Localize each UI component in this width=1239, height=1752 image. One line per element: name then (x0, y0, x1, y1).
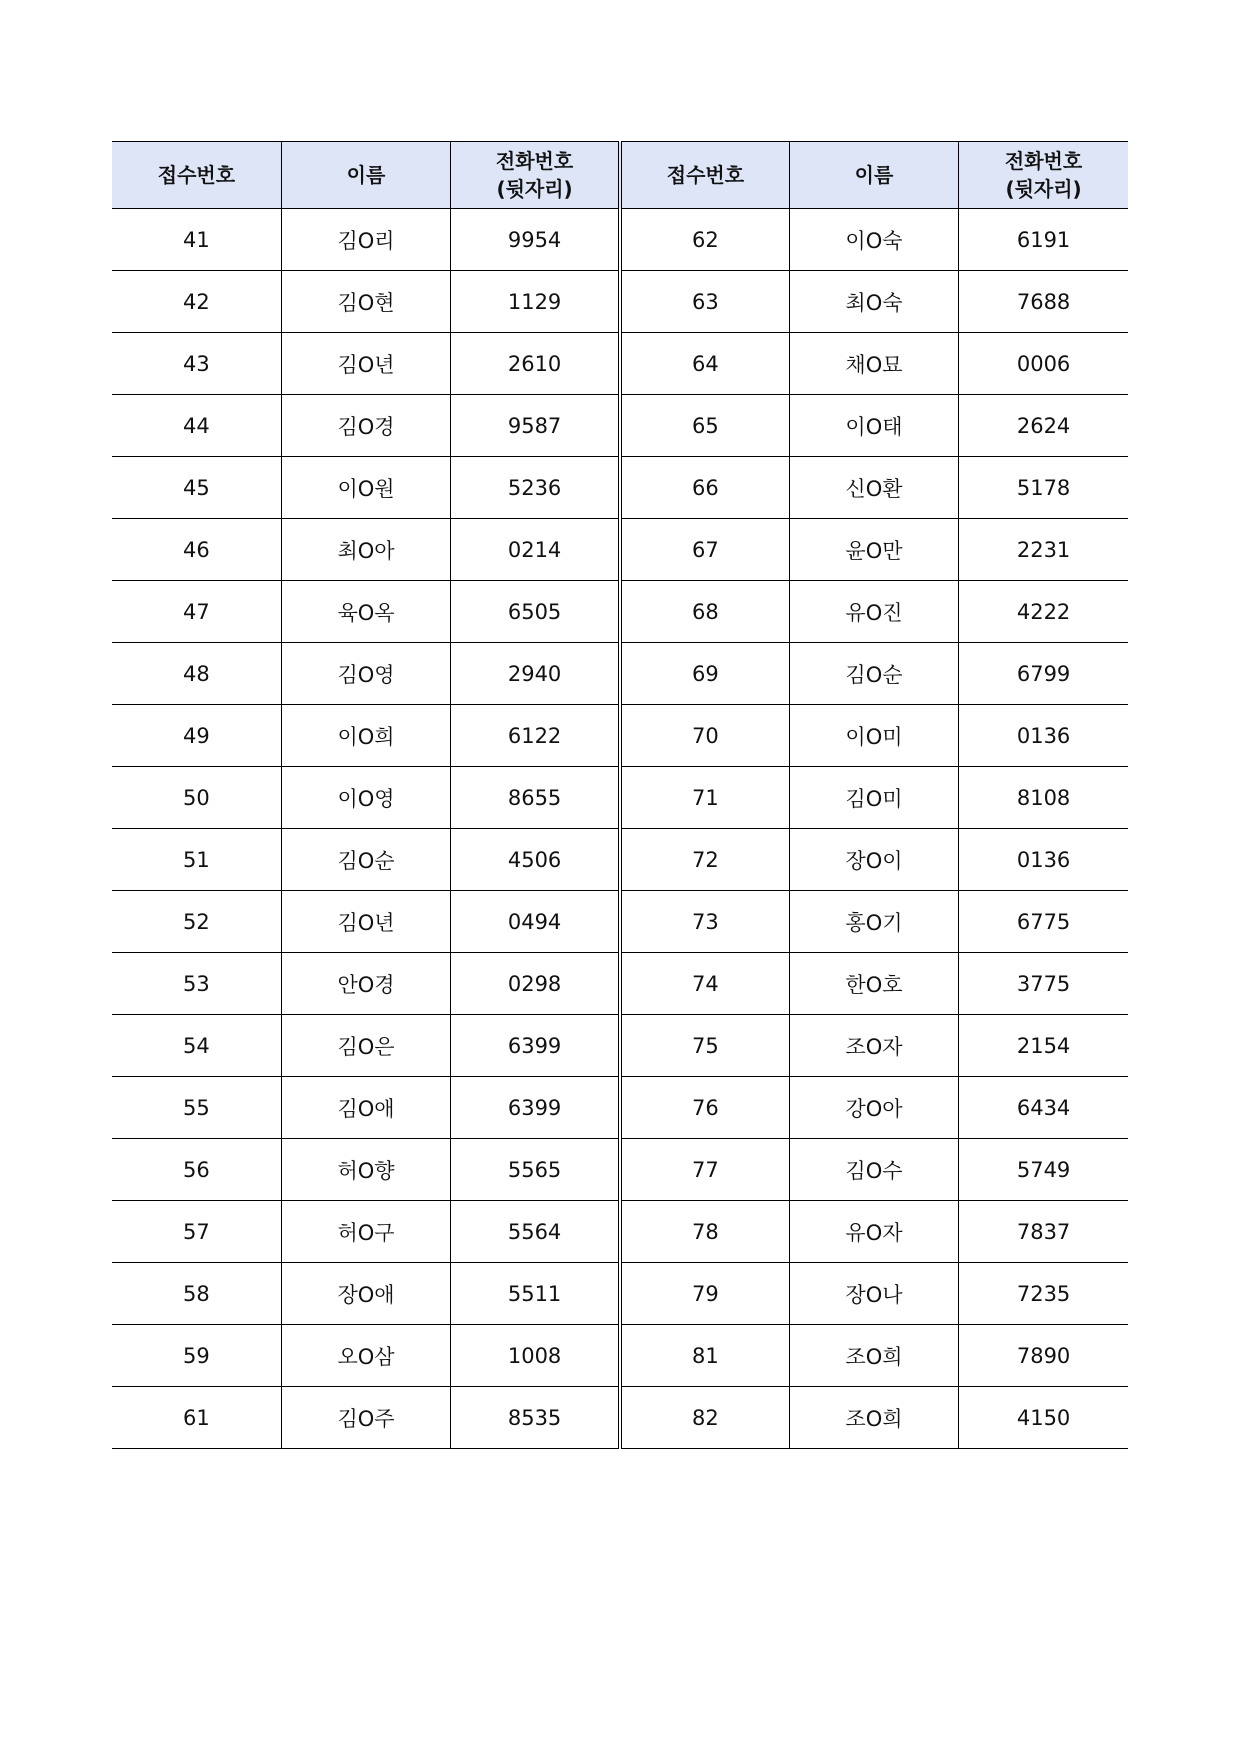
table-row (112, 457, 1128, 519)
receipt-no-cell: 64 (620, 333, 789, 395)
name-cell: 이O희 (281, 705, 450, 767)
name-cell: 김O순 (789, 643, 958, 705)
receipt-no-cell: 44 (112, 395, 281, 457)
receipt-no-cell: 45 (112, 457, 281, 519)
phone-cell: 6775 (959, 891, 1128, 953)
receipt-no-cell: 48 (112, 643, 281, 705)
name-cell: 장O애 (281, 1263, 450, 1325)
name-cell: 이O숙 (789, 209, 958, 271)
receipt-no-cell: 69 (620, 643, 789, 705)
table-row (112, 829, 1128, 891)
name-cell: 이O영 (281, 767, 450, 829)
phone-cell: 0006 (959, 333, 1128, 395)
name-cell: 최O아 (281, 519, 450, 581)
name-cell: 조O희 (789, 1325, 958, 1387)
name-cell: 김O순 (281, 829, 450, 891)
name-cell: 김O주 (281, 1387, 450, 1449)
receipt-no-cell: 50 (112, 767, 281, 829)
receipt-no-cell: 76 (620, 1077, 789, 1139)
receipt-no-cell: 74 (620, 953, 789, 1015)
receipt-no-cell: 58 (112, 1263, 281, 1325)
phone-cell: 0298 (451, 953, 620, 1015)
receipt-no-cell: 68 (620, 581, 789, 643)
phone-cell: 5236 (451, 457, 620, 519)
phone-cell: 6505 (451, 581, 620, 643)
receipt-no-cell: 52 (112, 891, 281, 953)
table-row (112, 333, 1128, 395)
header-phone-line2: (뒷자리) (496, 177, 573, 201)
receipt-no-cell: 77 (620, 1139, 789, 1201)
phone-cell: 8535 (451, 1387, 620, 1449)
receipt-no-cell: 75 (620, 1015, 789, 1077)
header-receipt-no-left: 접수번호 (112, 142, 281, 209)
name-cell: 김O미 (789, 767, 958, 829)
phone-cell: 0136 (959, 829, 1128, 891)
phone-cell: 6799 (959, 643, 1128, 705)
phone-cell: 4150 (959, 1387, 1128, 1449)
phone-cell: 7235 (959, 1263, 1128, 1325)
receipt-no-cell: 70 (620, 705, 789, 767)
header-name-left: 이름 (281, 142, 450, 209)
name-cell: 유O자 (789, 1201, 958, 1263)
name-cell: 허O구 (281, 1201, 450, 1263)
receipt-no-cell: 82 (620, 1387, 789, 1449)
phone-cell: 0494 (451, 891, 620, 953)
name-cell: 이O태 (789, 395, 958, 457)
receipt-no-cell: 79 (620, 1263, 789, 1325)
receipt-no-cell: 63 (620, 271, 789, 333)
table-row (112, 643, 1128, 705)
receipt-no-cell: 47 (112, 581, 281, 643)
header-phone-line1: 전화번호 (495, 149, 574, 173)
receipt-no-cell: 46 (112, 519, 281, 581)
name-cell: 김O은 (281, 1015, 450, 1077)
header-phone-left (451, 142, 620, 209)
receipt-no-cell: 53 (112, 953, 281, 1015)
name-cell: 김O리 (281, 209, 450, 271)
applicant-table (112, 141, 1128, 1449)
phone-cell: 0136 (959, 705, 1128, 767)
name-cell: 조O희 (789, 1387, 958, 1449)
receipt-no-cell: 78 (620, 1201, 789, 1263)
name-cell: 홍O기 (789, 891, 958, 953)
receipt-no-cell: 59 (112, 1325, 281, 1387)
name-cell: 최O숙 (789, 271, 958, 333)
name-cell: 김O현 (281, 271, 450, 333)
receipt-no-cell: 51 (112, 829, 281, 891)
phone-cell: 5564 (451, 1201, 620, 1263)
phone-cell: 3775 (959, 953, 1128, 1015)
phone-cell: 6434 (959, 1077, 1128, 1139)
phone-cell: 4222 (959, 581, 1128, 643)
receipt-no-cell: 55 (112, 1077, 281, 1139)
name-cell: 한O호 (789, 953, 958, 1015)
phone-cell: 6122 (451, 705, 620, 767)
table-row (112, 519, 1128, 581)
phone-cell: 4506 (451, 829, 620, 891)
receipt-no-cell: 41 (112, 209, 281, 271)
name-cell: 김O년 (281, 891, 450, 953)
phone-cell: 2154 (959, 1015, 1128, 1077)
phone-cell: 9587 (451, 395, 620, 457)
phone-cell: 2624 (959, 395, 1128, 457)
table-row (112, 1201, 1128, 1263)
table-row (112, 1015, 1128, 1077)
name-cell: 허O향 (281, 1139, 450, 1201)
phone-cell: 8108 (959, 767, 1128, 829)
table-body (112, 209, 1128, 1449)
phone-cell: 5178 (959, 457, 1128, 519)
name-cell: 장O이 (789, 829, 958, 891)
name-cell: 이O원 (281, 457, 450, 519)
receipt-no-cell: 71 (620, 767, 789, 829)
receipt-no-cell: 81 (620, 1325, 789, 1387)
receipt-no-cell: 73 (620, 891, 789, 953)
receipt-no-cell: 62 (620, 209, 789, 271)
table-row (112, 1325, 1128, 1387)
name-cell: 오O삼 (281, 1325, 450, 1387)
header-name-right: 이름 (789, 142, 958, 209)
table-row (112, 953, 1128, 1015)
name-cell: 윤O만 (789, 519, 958, 581)
receipt-no-cell: 72 (620, 829, 789, 891)
table-row (112, 1139, 1128, 1201)
table-row (112, 705, 1128, 767)
header-row (112, 142, 1128, 209)
receipt-no-cell: 42 (112, 271, 281, 333)
name-cell: 김O애 (281, 1077, 450, 1139)
name-cell: 장O나 (789, 1263, 958, 1325)
name-cell: 조O자 (789, 1015, 958, 1077)
receipt-no-cell: 66 (620, 457, 789, 519)
phone-cell: 5749 (959, 1139, 1128, 1201)
receipt-no-cell: 56 (112, 1139, 281, 1201)
header-phone-line2: (뒷자리) (1005, 177, 1082, 201)
phone-cell: 7688 (959, 271, 1128, 333)
phone-cell: 6399 (451, 1077, 620, 1139)
name-cell: 김O년 (281, 333, 450, 395)
table-row (112, 1077, 1128, 1139)
name-cell: 안O경 (281, 953, 450, 1015)
table-row (112, 1387, 1128, 1449)
phone-cell: 7890 (959, 1325, 1128, 1387)
table-row (112, 1263, 1128, 1325)
receipt-no-cell: 65 (620, 395, 789, 457)
table-row (112, 581, 1128, 643)
phone-cell: 2610 (451, 333, 620, 395)
table-header (112, 142, 1128, 209)
receipt-no-cell: 49 (112, 705, 281, 767)
phone-cell: 2231 (959, 519, 1128, 581)
name-cell: 김O영 (281, 643, 450, 705)
phone-cell: 1129 (451, 271, 620, 333)
name-cell: 유O진 (789, 581, 958, 643)
phone-cell: 5511 (451, 1263, 620, 1325)
phone-cell: 5565 (451, 1139, 620, 1201)
name-cell: 김O수 (789, 1139, 958, 1201)
phone-cell: 1008 (451, 1325, 620, 1387)
name-cell: 김O경 (281, 395, 450, 457)
phone-cell: 9954 (451, 209, 620, 271)
phone-cell: 8655 (451, 767, 620, 829)
phone-cell: 0214 (451, 519, 620, 581)
phone-cell: 2940 (451, 643, 620, 705)
table-row (112, 891, 1128, 953)
phone-cell: 6191 (959, 209, 1128, 271)
phone-cell: 7837 (959, 1201, 1128, 1263)
name-cell: 강O아 (789, 1077, 958, 1139)
name-cell: 신O환 (789, 457, 958, 519)
receipt-no-cell: 43 (112, 333, 281, 395)
header-phone-line1: 전화번호 (1004, 149, 1083, 173)
name-cell: 이O미 (789, 705, 958, 767)
receipt-no-cell: 67 (620, 519, 789, 581)
phone-cell: 6399 (451, 1015, 620, 1077)
name-cell: 육O옥 (281, 581, 450, 643)
header-receipt-no-right: 접수번호 (620, 142, 789, 209)
table-row (112, 271, 1128, 333)
receipt-no-cell: 54 (112, 1015, 281, 1077)
header-phone-right (959, 142, 1128, 209)
receipt-no-cell: 61 (112, 1387, 281, 1449)
table-row (112, 767, 1128, 829)
receipt-no-cell: 57 (112, 1201, 281, 1263)
name-cell: 채O묘 (789, 333, 958, 395)
table-row (112, 395, 1128, 457)
table-row (112, 209, 1128, 271)
